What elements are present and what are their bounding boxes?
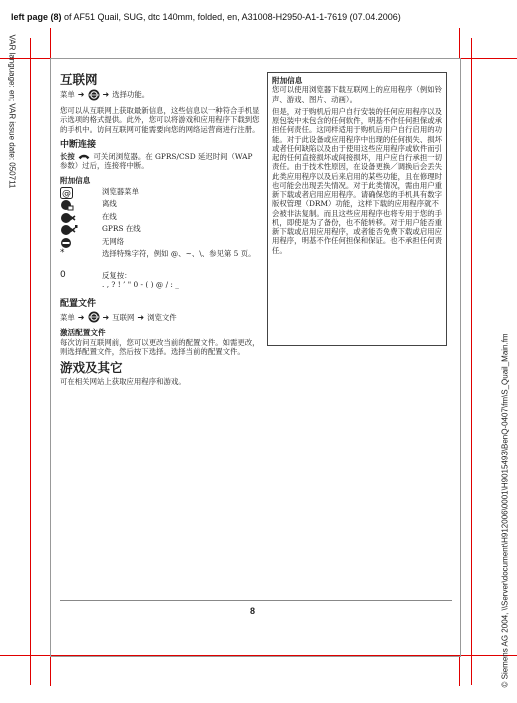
crop-mark xyxy=(459,656,460,686)
section-title-internet: 互联网 xyxy=(60,72,98,87)
box-title: 附加信息 xyxy=(272,76,303,85)
page-content xyxy=(60,72,454,620)
extra-info-box xyxy=(267,72,447,346)
arrow-icon: ➜ xyxy=(77,90,85,100)
arrow-icon: ➜ xyxy=(102,90,110,100)
subheading-disconnect: 中断连接 xyxy=(60,139,97,150)
internet-globe-icon xyxy=(88,89,100,101)
menu-path-end: 选择功能。 xyxy=(112,90,150,100)
subheading-profiles: 配置文件 xyxy=(60,299,97,310)
header-rest: of AF51 Quail, SUG, dtc 140mm, folded, en, A31008-H2950-A1-1-7619 (07.04.2006) xyxy=(61,12,401,22)
activate-paragraph: 每次访问互联网前，您可以更改当前的配置文件。如需更改，则选择配置文件，然后按下选择。选择当前的配置文件。 xyxy=(60,338,260,357)
crop-mark xyxy=(50,28,51,58)
crop-mark xyxy=(30,38,31,685)
star-key-icon: * xyxy=(60,248,65,259)
browser-menu-icon xyxy=(60,187,102,199)
disconnect-text: 可关闭浏览器。在 GPRS/CSD 延迟时间（WAP 参数）过后，连接将中断。 xyxy=(60,151,253,171)
icon-list xyxy=(60,187,260,294)
icon-label: 反复按： . , ? ! ’ " 0 - ( ) @ / : _ xyxy=(102,271,179,290)
icon-label: GPRS 在线 xyxy=(102,224,141,234)
footer-rule xyxy=(60,600,452,601)
menu-path xyxy=(60,89,260,101)
box-paragraph: 但是，对于购机后用户自行安装的任何应用程序以及原包装中未包含的任何软件，明基不作任何担保或承担任何责任。这同样适用于购机后用户自行启用的功能。对于此设备或应用程序中出现的任何损失、损坏或者任何缺陷以及由于使用这些应用程序或软件而引起的任何直接损坏或间接损坏，用户应自行承担一切责任。由于技术性原因，在设备更换／调换后会丢失此类应用程序以及后来启用的某些功能，且在修理时也可能会出现丢失情况。对于此类情况，需由用户重新下载或者启用应用程序。请确保您的手机具有数字版权管理（DRM）功能，这样下载的应用程序就不会被非法复制。而且这些应用程序也将专用于您的手机，即使是为了备份，也不能转移。对于用户能否重新下载或启用应用程序，或者能否免费下载或启用应用程序，明基不作任何担保和保证。也不承担任何责任。 xyxy=(272,106,442,255)
icon-row xyxy=(60,199,260,212)
section-title-games: 游戏及其它 xyxy=(60,359,123,375)
crop-mark xyxy=(471,38,472,685)
icon-label: 无网络 xyxy=(102,236,125,246)
arrow-icon: ➜ xyxy=(137,312,145,322)
svg-text:@: @ xyxy=(62,188,71,199)
arrow-icon: ➜ xyxy=(77,312,85,322)
icon-row xyxy=(60,224,260,237)
offline-icon xyxy=(60,199,102,211)
print-header xyxy=(11,12,501,22)
icon-label: 浏览器菜单 xyxy=(102,186,139,196)
intro-paragraph: 您可以从互联网上获取最新信息，这些信息以一种符合手机显示选项的格式提供。此外，您可以将游戏和应用程序下载到您的手机中。访问互联网可能需要向您的网络运营商进行注册。 xyxy=(60,106,260,134)
games-paragraph: 可在相关网站上获取应用程序和游戏。 xyxy=(60,376,186,386)
side-note-right-text: © Siemens AG 2004, \\Server\document\H912006\0001\H9015493\BenQ-0407\fm\S_Quail_Main.fm xyxy=(500,333,510,688)
zero-key-icon: 0 xyxy=(60,270,66,281)
subheading-extra-info: 附加信息 xyxy=(60,175,91,185)
no-network-icon xyxy=(60,237,102,249)
page-number: 8 xyxy=(250,606,256,616)
crop-mark xyxy=(50,656,51,686)
left-column xyxy=(60,72,260,389)
icon-row xyxy=(60,237,260,250)
internet-globe-icon xyxy=(88,311,100,323)
menu-path xyxy=(60,311,260,323)
online-icon xyxy=(60,212,102,224)
gprs-online-icon xyxy=(60,224,102,236)
icon-row xyxy=(60,271,260,293)
icon-label: 选择特殊字符，例如 @、~、\、参见第 5 页。 xyxy=(102,249,256,259)
side-note-right xyxy=(498,270,512,690)
icon-label: 离线 xyxy=(102,199,117,209)
side-note-left xyxy=(6,36,18,266)
crop-mark xyxy=(459,28,460,58)
menu-label: 菜单 xyxy=(60,312,75,322)
long-press-label: 长按 xyxy=(60,151,75,161)
subheading-activate-profile: 激活配置文件 xyxy=(60,328,106,338)
header-bold: left page (8) xyxy=(11,12,62,22)
arrow-icon: ➜ xyxy=(102,312,110,322)
menu-path-end: 浏览文件 xyxy=(147,312,177,322)
menu-label: 菜单 xyxy=(60,90,75,100)
menu-path-mid: 互联网 xyxy=(112,312,135,322)
icon-row xyxy=(60,187,260,200)
disconnect-paragraph xyxy=(60,152,260,171)
side-note-left-text: VAR language: en; VAR issue date: 050711 xyxy=(7,34,17,189)
icon-label: 在线 xyxy=(102,211,117,221)
end-call-key-icon xyxy=(77,152,91,161)
icon-row xyxy=(60,212,260,225)
box-paragraph: 您可以使用浏览器下载互联网上的应用程序（例如铃声、游戏、图片、动画）。 xyxy=(272,85,442,104)
icon-row xyxy=(60,249,260,271)
